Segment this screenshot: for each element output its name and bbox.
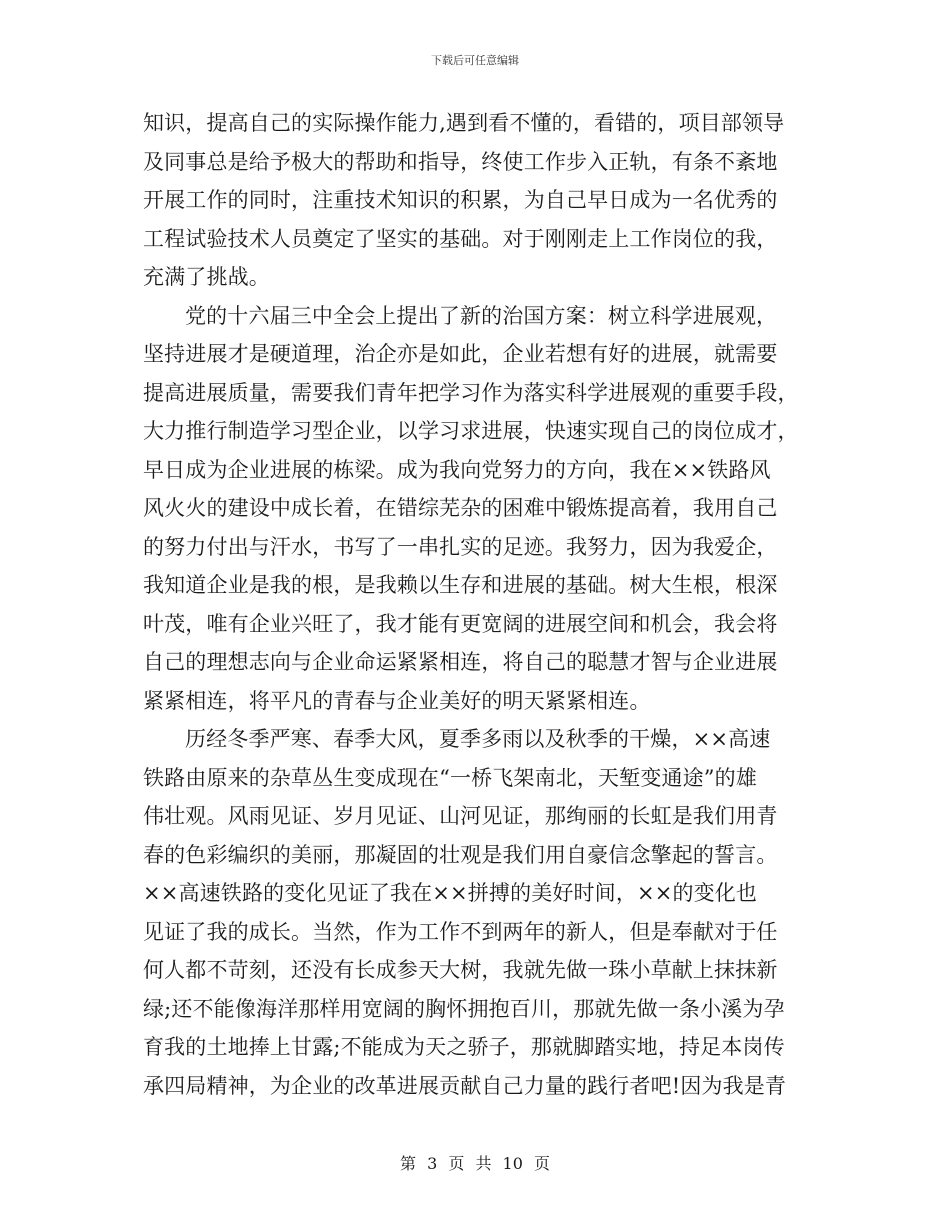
text-line: 工程试验技术人员奠定了坚实的基础。对于刚刚走上工作岗位的我， (143, 226, 778, 251)
text-line: 见证了我的成长。当然，作为工作不到两年的新人，但是奉献对于任 (143, 919, 778, 944)
text-line: 承四局精神，为企业的改革进展贡献自己力量的践行者吧!因为我是青 (143, 1073, 787, 1098)
text-line: 铁路由原来的杂草丛生变成现在“一桥飞架南北，天堑变通途”的雄 (143, 765, 757, 790)
text-line: 自己的理想志向与企业命运紧紧相连，将自己的聪慧才智与企业进展 (143, 650, 778, 674)
text-line: 风火火的建设中成长着，在错综芜杂的困难中锻炼提高着，我用自己 (143, 496, 778, 520)
document-body (143, 104, 808, 1105)
text-line: 我知道企业是我的根，是我赖以生存和进展的基础。树大生根，根深 (143, 573, 778, 597)
text-line: 知识，提高自己的实际操作能力,遇到看不懂的，看错的，项目部领导 (143, 111, 785, 135)
text-line: 早日成为企业进展的栋梁。成为我向党努力的方向，我在××铁路风 (143, 457, 771, 482)
text-line: 紧紧相连，将平凡的青春与企业美好的明天紧紧相连。 (143, 688, 651, 713)
page-number-footer: 第 3 页 共 10 页 (400, 1154, 550, 1173)
text-line: 大力推行制造学习型企业，以学习求进展，快速实现自己的岗位成才， (143, 419, 799, 443)
text-line: 提高进展质量，需要我们青年把学习作为落实科学进展观的重要手段， (143, 380, 799, 405)
text-line: ××高速铁路的变化见证了我在××拼搏的美好时间，××的变化也 (143, 881, 758, 905)
text-line: 何人都不苛刻，还没有长成参天大树，我就先做一珠小草献上抹抹新 (143, 958, 778, 982)
text-line: 春的色彩编织的美丽，那凝固的壮观是我们用自豪信念擎起的誓言。 (143, 842, 778, 867)
text-line: 开展工作的同时，注重技术知识的积累，为自己早日成为一名优秀的 (143, 188, 778, 212)
text-line: 的努力付出与汗水，书写了一串扎实的足迹。我努力，因为我爱企， (143, 534, 778, 559)
text-line: 伟壮观。风雨见证、岁月见证、山河见证，那绚丽的长虹是我们用青 (143, 804, 778, 828)
page-header-note: 下载后可任意编辑 (431, 54, 519, 67)
text-line: 坚持进展才是硬道理，治企亦是如此，企业若想有好的进展，就需要 (143, 342, 778, 366)
text-line: 及同事总是给予极大的帮助和指导，终使工作步入正轨，有条不紊地 (143, 149, 778, 174)
text-line: 叶茂，唯有企业兴旺了，我才能有更宽阔的进展空间和机会，我会将 (143, 611, 778, 636)
text-line: 充满了挑战。 (143, 265, 270, 289)
paragraph-start-line: 历经冬季严寒、春季大风，夏季多雨以及秋季的干燥，××高速 (185, 727, 771, 751)
paragraph-start-line: 党的十六届三中全会上提出了新的治国方案：树立科学进展观， (185, 303, 778, 328)
text-line: 绿;还不能像海洋那样用宽阔的胸怀拥抱百川，那就先做一条小溪为孕 (143, 996, 785, 1021)
text-line: 育我的土地捧上甘露;不能成为天之骄子，那就脚踏实地，持足本岗传 (143, 1035, 785, 1059)
